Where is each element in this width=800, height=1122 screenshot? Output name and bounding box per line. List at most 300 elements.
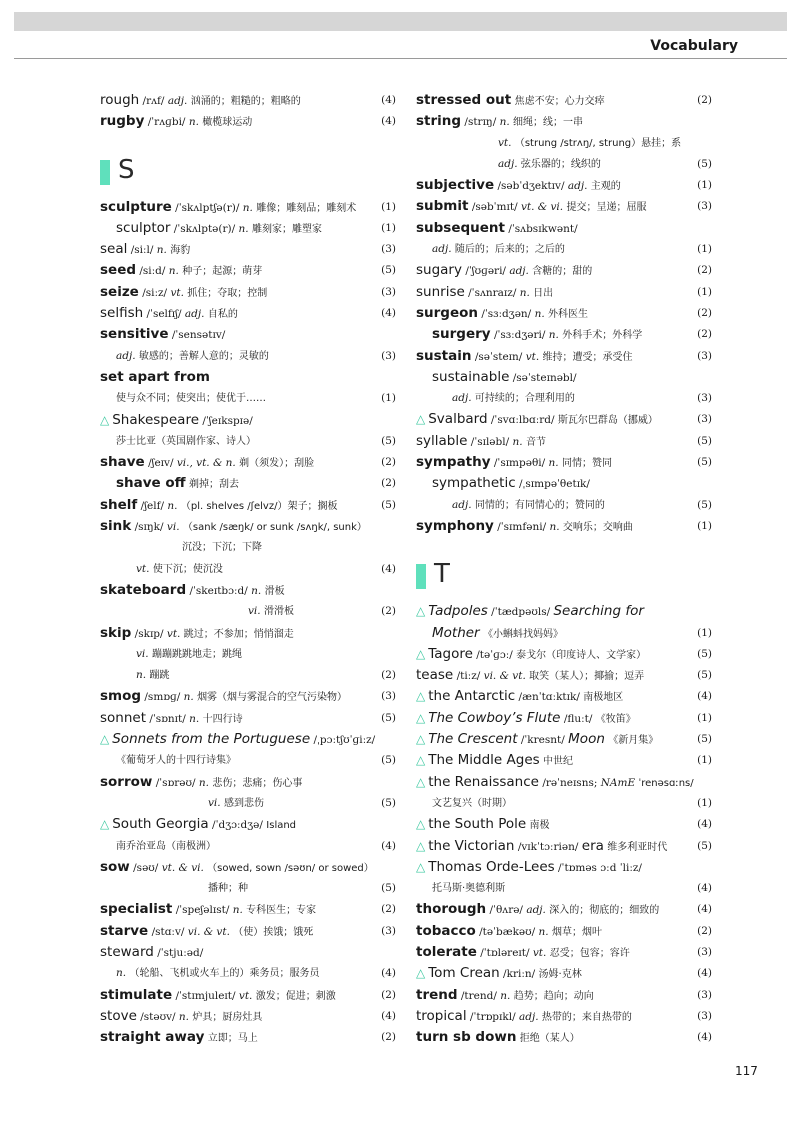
unit-number: (4)	[381, 115, 396, 128]
vocab-entry	[416, 303, 712, 324]
phonetic: /ˈsensətɪv/	[171, 329, 226, 342]
vocab-entry	[100, 410, 396, 431]
headword: thorough	[416, 901, 487, 918]
headword: seed	[100, 262, 137, 279]
entry-text	[452, 495, 605, 516]
part-of-speech: n.	[232, 904, 243, 917]
part-of-speech: n.	[238, 222, 249, 235]
unit-number: (1)	[381, 392, 396, 405]
vocab-entry	[416, 516, 712, 537]
headword: sympathy	[416, 454, 491, 471]
definition: 汤姆·克林	[538, 969, 582, 981]
phonetic: /siːl/	[130, 244, 154, 257]
phonetic: /ˈtædpəʊls/	[491, 606, 551, 619]
entry-text	[416, 346, 633, 368]
vocab-entry	[416, 324, 712, 345]
part-of-speech: adj.	[452, 392, 472, 405]
vocab-entry	[416, 1006, 712, 1027]
headword: tease	[416, 667, 454, 684]
entry-text	[116, 346, 269, 367]
entry-text	[116, 963, 319, 984]
entry-text	[416, 452, 612, 474]
unit-number: (2)	[381, 477, 396, 490]
entry-text	[416, 857, 642, 879]
definition: 蹦蹦跳跳地走；跳绳	[151, 648, 242, 660]
headword: skateboard	[100, 581, 187, 598]
headword: selfish	[100, 305, 144, 322]
unit-number: (5)	[381, 264, 396, 277]
vocab-entry	[416, 133, 712, 154]
vocab-entry	[100, 90, 396, 111]
headword: Sonnets from the Portuguese	[112, 731, 311, 748]
headword: rugby	[100, 113, 145, 130]
headword: South Georgia	[112, 816, 209, 833]
definition: 中世纪	[543, 756, 574, 768]
entry-text	[100, 452, 314, 474]
definition: 南极	[529, 820, 550, 832]
part-of-speech: adj.	[432, 243, 452, 256]
headword: shave off	[116, 475, 186, 492]
headword: trend	[416, 986, 458, 1003]
definition: 炉具；厨房灶具	[192, 1011, 263, 1023]
entry-text	[100, 111, 252, 133]
vocab-entry	[100, 452, 396, 473]
vocab-entry	[416, 772, 712, 793]
entry-text	[100, 410, 253, 432]
definition: 弦乐器的；线织的	[520, 158, 601, 170]
phonetic: /rəˈneɪsns;	[542, 776, 598, 789]
unit-number: (1)	[697, 179, 712, 192]
entry-text	[416, 686, 623, 708]
phonetic: /səbˈmɪt/	[471, 201, 518, 214]
unit-number: (5)	[697, 434, 712, 447]
entry-text	[416, 750, 573, 772]
part-of-speech: n.	[538, 925, 549, 938]
headword: Mother	[432, 624, 480, 641]
definition: 剃（须发）；刮脸	[239, 458, 315, 470]
part-of-speech: n.	[178, 1010, 190, 1023]
vocab-entry	[100, 623, 396, 644]
vocab-entry	[416, 239, 712, 260]
unit-number: (3)	[697, 413, 712, 426]
unit-number: (5)	[697, 733, 712, 746]
entry-text	[100, 239, 190, 261]
part-of-speech: adj.	[116, 349, 136, 362]
unit-number: (2)	[697, 306, 712, 319]
vocab-entry	[416, 1027, 712, 1048]
vocab-entry	[416, 154, 712, 175]
headword: surgeon	[416, 304, 479, 321]
headword: submit	[416, 198, 469, 215]
unit-number: (1)	[381, 200, 396, 213]
definition: 立即；马上	[207, 1033, 258, 1045]
unit-number: (3)	[381, 349, 396, 362]
left-column	[100, 90, 396, 1048]
part-of-speech: n.	[167, 499, 178, 512]
unit-number: (4)	[381, 839, 396, 852]
headword: the Antarctic	[428, 688, 516, 705]
vocab-entry	[416, 473, 712, 494]
headword: sensitive	[100, 326, 169, 343]
vocab-entry	[416, 388, 712, 409]
unit-number: (2)	[697, 264, 712, 277]
part-of-speech: vt.	[525, 350, 540, 363]
part-of-speech: vt.	[166, 627, 181, 640]
entry-text	[416, 921, 602, 943]
entry-text	[416, 708, 636, 730]
part-of-speech: vi.	[208, 796, 221, 809]
headword: surgery	[432, 326, 491, 343]
definition: 趋势；趋向；动向	[513, 990, 594, 1002]
part-of-speech: vt.	[170, 286, 184, 299]
entry-text	[416, 260, 592, 282]
headword: Svalbard	[428, 411, 488, 428]
phonetic: /ˈstjuːəd/	[157, 946, 204, 959]
headword: shelf	[100, 496, 138, 513]
part-of-speech: n.	[549, 520, 560, 533]
definition: 外科医生	[548, 308, 589, 320]
entry-text	[416, 729, 658, 751]
vocab-entry	[100, 324, 396, 345]
phonetic: /ˈsɒrəʊ/	[155, 776, 196, 789]
vocab-entry	[416, 90, 712, 111]
vocab-entry	[100, 857, 396, 878]
entry-text	[416, 175, 621, 197]
phonetic: /ˈsɪləbl/	[470, 435, 510, 448]
unit-number: (1)	[697, 519, 712, 532]
definition: （轮船、飞机或火车上的）乘务员；服务员	[129, 968, 320, 980]
headword: tobacco	[416, 922, 476, 939]
definition: 提交；呈递；屈服	[566, 202, 647, 214]
phonetic: /təˈbækəʊ/	[479, 925, 536, 938]
entry-text	[116, 750, 236, 771]
definition: 斯瓦尔巴群岛（挪威）	[557, 415, 658, 427]
part-of-speech: n.	[548, 457, 559, 470]
entry-text	[136, 559, 223, 580]
section-letter: S	[118, 154, 135, 185]
vocab-entry	[100, 303, 396, 324]
entry-text	[416, 665, 644, 687]
entry-text	[100, 686, 347, 708]
unit-number: (5)	[381, 434, 396, 447]
phonetic: /səˈsteɪnəbl/	[512, 371, 577, 384]
headword-continued: Moon	[568, 731, 605, 748]
vocab-entry	[100, 346, 396, 367]
part-of-speech: vt.	[532, 946, 547, 959]
phonetic: /kriːn/	[503, 968, 536, 981]
headword: syllable	[416, 432, 468, 449]
top-banner	[14, 12, 787, 31]
phonetic: /ˈskʌlptə(r)/	[173, 222, 236, 235]
vocab-entry	[416, 750, 712, 771]
definition: 抓住；夺取；控制	[187, 287, 268, 299]
phonetic: /ænˈtɑːktɪk/	[518, 691, 580, 704]
headword: the Renaissance	[428, 773, 539, 790]
headword: skip	[100, 624, 132, 641]
triangle-icon: △	[100, 732, 110, 747]
entry-text	[498, 154, 601, 175]
phonetic: /strɪŋ/	[464, 116, 497, 129]
vocab-entry	[100, 388, 396, 409]
headword: rough	[100, 92, 140, 108]
definition: 深入的；彻底的；细致的	[549, 905, 660, 917]
entry-text	[208, 878, 248, 899]
unit-number: (5)	[697, 498, 712, 511]
vocab-entry	[100, 473, 396, 494]
definition: 拒绝（某人）	[519, 1033, 580, 1045]
part-of-speech: vt.	[238, 989, 253, 1002]
triangle-icon: △	[416, 966, 426, 981]
vocab-entry	[416, 495, 712, 516]
spacer	[416, 537, 712, 553]
definition: 含糖的；甜的	[532, 266, 593, 278]
part-of-speech: vi. & vt.	[483, 670, 526, 683]
vocab-entry	[100, 495, 396, 516]
unit-number: (3)	[697, 392, 712, 405]
entry-text	[416, 111, 583, 133]
unit-number: (5)	[381, 882, 396, 895]
entry-text	[100, 772, 302, 794]
part-of-speech: adj.	[567, 180, 588, 193]
phonetic: /siːz/	[142, 286, 168, 299]
headword: specialist	[100, 901, 173, 918]
entry-text	[136, 665, 169, 686]
phonetic: /fluːt/	[563, 712, 593, 725]
vocab-entry	[100, 282, 396, 303]
definition: 同情；赞同	[561, 458, 612, 470]
phonetic: /stɑːv/	[151, 925, 185, 938]
definition: 海豹	[170, 245, 191, 257]
headword: Thomas Orde-Lees	[428, 858, 555, 875]
unit-number: (2)	[381, 903, 396, 916]
unit-number: (5)	[381, 754, 396, 767]
triangle-icon: △	[416, 753, 426, 768]
headword: stove	[100, 1007, 137, 1024]
left-entry-list	[100, 197, 396, 1049]
entry-text	[100, 324, 225, 346]
definition: 忍受；包容；容许	[549, 947, 630, 959]
definition: 可持续的；合理利用的	[474, 393, 575, 405]
vocab-entry	[100, 537, 396, 558]
definition: 交响乐；交响曲	[562, 521, 633, 533]
phonetic: /tiːz/	[456, 670, 481, 683]
unit-number: (5)	[697, 669, 712, 682]
unit-number: (2)	[697, 94, 712, 106]
vocab-entry	[416, 431, 712, 452]
vocab-entry	[416, 452, 712, 473]
triangle-icon: △	[416, 774, 426, 789]
vocab-entry	[416, 793, 712, 814]
vocab-entry	[100, 601, 396, 622]
entry-text	[100, 197, 356, 219]
vocab-entry	[100, 239, 396, 260]
headword: the South Pole	[428, 816, 527, 833]
entry-text	[100, 708, 243, 730]
unit-number: (2)	[381, 988, 396, 1001]
definition: 焦虑不安；心力交瘁	[514, 96, 605, 107]
vocab-entry	[416, 260, 712, 281]
unit-number: (5)	[697, 456, 712, 469]
vocab-entry	[416, 899, 712, 920]
definition: 蹦跳	[149, 670, 170, 682]
definition: 使与众不同；使突出；使优于……	[116, 393, 266, 405]
vocab-entry	[100, 559, 396, 580]
phonetic: /ˈsvɑːlbɑːrd/	[490, 414, 555, 427]
vocab-entry	[100, 260, 396, 281]
headword: sonnet	[100, 709, 147, 726]
part-of-speech: adj.	[509, 265, 529, 278]
phonetic: /səbˈdʒektɪv/	[497, 180, 565, 193]
vocab-entry	[100, 729, 396, 750]
vocab-entry	[100, 750, 396, 771]
entry-text	[416, 942, 630, 964]
vocab-entry	[100, 899, 396, 920]
entry-text	[416, 1027, 580, 1049]
vocab-entry	[100, 111, 396, 132]
phonetic: /ˈstɪmjuleɪt/	[175, 989, 236, 1002]
entry-text	[100, 921, 313, 943]
unit-number: (1)	[381, 221, 396, 234]
definition: （sowed, sown /səʊn/ or sowed）	[207, 862, 374, 874]
right-column	[416, 90, 712, 1048]
unit-number: (2)	[381, 605, 396, 618]
definition: 播种；种	[208, 883, 248, 895]
triangle-icon: △	[416, 646, 426, 661]
vocab-entry	[416, 409, 712, 430]
definition: 托马斯·奥德利斯	[432, 883, 506, 895]
headword: seize	[100, 283, 139, 300]
vocab-entry	[100, 1006, 396, 1027]
phonetic: /ˈspeʃəlɪst/	[175, 904, 230, 917]
vocab-entry	[416, 282, 712, 303]
definition: 维多利亚时代	[607, 841, 668, 853]
triangle-icon: △	[416, 710, 426, 725]
unit-number: (1)	[697, 626, 712, 639]
headword: stressed out	[416, 92, 512, 108]
definition: 跳过；不参加；悄悄溜走	[183, 628, 294, 640]
entry-text	[452, 388, 575, 409]
unit-number: (1)	[697, 243, 712, 256]
headword: straight away	[100, 1029, 205, 1046]
phonetic: /təˈɡɔː/	[476, 648, 513, 661]
definition: 取笑（某人）；揶揄；逗弄	[529, 671, 645, 683]
vocab-entry	[100, 921, 396, 942]
vocab-entry	[416, 857, 712, 878]
entry-text	[416, 431, 546, 453]
definition: 南极地区	[583, 692, 624, 704]
phonetic: /ˈsʌbsɪkwənt/	[508, 222, 578, 235]
part-of-speech: vt. & vi.	[161, 861, 204, 874]
phonetic: /sɪŋk/	[134, 521, 164, 534]
unit-number: (2)	[381, 456, 396, 469]
vocab-entry	[416, 708, 712, 729]
definition: 《新月集》	[608, 735, 659, 747]
unit-number: (4)	[697, 1031, 712, 1044]
part-of-speech: vi.	[136, 647, 149, 660]
entry-text	[416, 1006, 632, 1028]
entry-text	[432, 623, 563, 645]
vocab-entry	[416, 665, 712, 686]
vocab-entry	[416, 644, 712, 665]
part-of-speech: n.	[251, 584, 262, 597]
vocab-entry	[100, 814, 396, 835]
phonetic: /ˈsʌnraɪz/	[468, 286, 517, 299]
headword: tolerate	[416, 943, 477, 960]
entry-text	[100, 857, 374, 879]
vocab-entry	[100, 942, 396, 963]
unit-number: (4)	[697, 882, 712, 895]
vocab-entry	[100, 431, 396, 452]
phonetic: /ˈskeɪtbɔːd/	[189, 584, 248, 597]
vocab-entry	[416, 111, 712, 132]
unit-number: (3)	[381, 924, 396, 937]
part-of-speech: n.	[136, 669, 147, 682]
phonetic: /ˌpɔːtʃʊˈɡiːz/	[313, 734, 376, 747]
entry-text	[100, 729, 375, 751]
headword: sustainable	[432, 368, 510, 385]
definition: 剃掉；刮去	[188, 479, 239, 491]
part-of-speech: n.	[534, 307, 545, 320]
entry-text	[100, 495, 337, 517]
section-accent-bar	[416, 564, 426, 589]
phonetic: /ˈsɪmpəθi/	[493, 457, 546, 470]
definition: 感到悲伤	[223, 797, 264, 809]
definition: 同情的；有同情心的；赞同的	[474, 499, 605, 511]
definition: 种子；起源；萌芽	[182, 266, 263, 278]
phonetic: /rʌf/	[142, 95, 165, 107]
entry-text	[416, 303, 588, 325]
headword: sink	[100, 518, 132, 535]
triangle-icon: △	[416, 604, 426, 619]
phonetic: /ˈselfɪʃ/	[146, 308, 182, 321]
entry-text	[416, 836, 667, 858]
headword: subjective	[416, 177, 495, 194]
unit-number: (5)	[381, 498, 396, 511]
entry-text	[248, 601, 294, 622]
entry-text	[432, 239, 565, 260]
headword: sustain	[416, 347, 472, 364]
headword: seal	[100, 241, 128, 258]
headword: Tom Crean	[428, 965, 500, 982]
headword: symphony	[416, 517, 494, 534]
phonetic: /ˈʃeɪkspɪə/	[202, 414, 253, 427]
headword: stimulate	[100, 986, 173, 1003]
phonetic: /smɒɡ/	[144, 691, 181, 704]
vocab-entry	[416, 601, 712, 622]
unit-number: (1)	[697, 796, 712, 809]
vocab-entry	[416, 623, 712, 644]
part-of-speech: adj.	[184, 308, 205, 321]
definition: 激发；促进；刺激	[255, 990, 336, 1002]
definition: 十四行诗	[202, 713, 243, 725]
definition: 莎士比亚（英国剧作家、诗人）	[116, 435, 256, 447]
entry-text	[416, 282, 553, 304]
phonetic: /skɪp/	[134, 627, 164, 640]
part-of-speech: adj.	[519, 1010, 539, 1023]
entry-text	[498, 133, 681, 154]
definition: 专科医生；专家	[246, 905, 317, 917]
definition: 汹涌的；粗糙的；粗略的	[190, 96, 301, 107]
definition: 自私的	[207, 309, 238, 321]
vocab-entry	[416, 367, 712, 388]
part-of-speech: vi.	[166, 521, 180, 534]
vocab-entry	[416, 175, 712, 196]
phonetic: /trend/	[460, 989, 497, 1002]
entry-text	[416, 644, 646, 666]
part-of-speech: NAmE	[600, 776, 636, 789]
vocab-entry	[100, 772, 396, 793]
headword: Tadpoles	[428, 603, 488, 620]
